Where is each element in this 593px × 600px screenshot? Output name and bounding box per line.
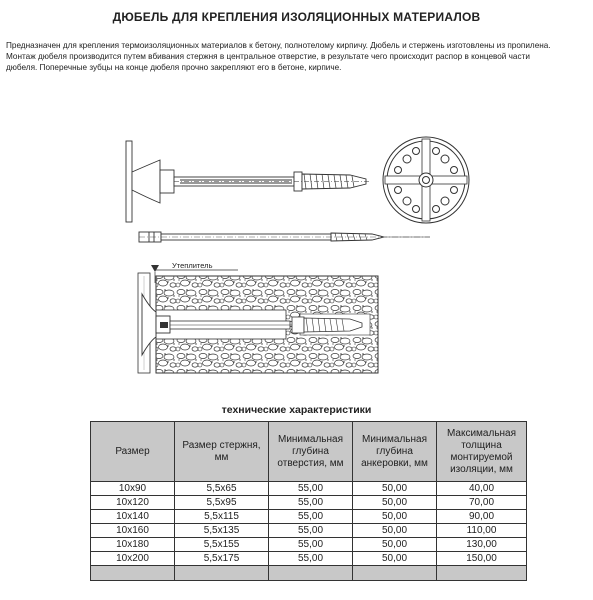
cell-rod-size: 5,5x95 bbox=[175, 496, 269, 510]
cell-size: 10x90 bbox=[91, 482, 175, 496]
cell-hole-depth: 55,00 bbox=[269, 524, 353, 538]
cell-rod-size: 5,5x135 bbox=[175, 524, 269, 538]
table-header-row bbox=[91, 422, 527, 482]
cell-rod-size: 5,5x65 bbox=[175, 482, 269, 496]
table-row bbox=[91, 552, 527, 566]
table-caption: технические характеристики bbox=[221, 404, 372, 416]
column-header-insulation-thickness: Максимальная толщина монтируемой изоляции, мм bbox=[437, 422, 527, 482]
column-header-hole-depth: Минимальная глубина отверстия, мм bbox=[269, 422, 353, 482]
dowel-head-top-view bbox=[383, 137, 469, 223]
cell-insulation-thickness: 150,00 bbox=[437, 552, 527, 566]
description-line: Монтаж дюбеля производится путем вбивания стержня в центральное отверстие, в результате чего происходит распор в концевой части bbox=[6, 52, 530, 61]
description-line: Предназначен для крепления термоизоляционных материалов к бетону, полнотелому кирпичу. Дюбель и стержень изготовлены из пропилена. bbox=[6, 41, 551, 50]
table-row bbox=[91, 524, 527, 538]
cell-anchor-depth: 50,00 bbox=[353, 538, 437, 552]
table-row bbox=[91, 496, 527, 510]
cell-hole-depth: 55,00 bbox=[269, 482, 353, 496]
cell-hole-depth: 55,00 bbox=[269, 510, 353, 524]
cell-hole-depth: 55,00 bbox=[269, 552, 353, 566]
installation-section bbox=[138, 261, 378, 373]
table-row bbox=[91, 482, 527, 496]
cell-anchor-depth: 50,00 bbox=[353, 482, 437, 496]
insulation-label: Утеплитель bbox=[172, 261, 213, 270]
cell-insulation-thickness: 40,00 bbox=[437, 482, 527, 496]
table-empty-row bbox=[91, 566, 527, 581]
column-header-size: Размер bbox=[91, 422, 175, 482]
cell-anchor-depth: 50,00 bbox=[353, 552, 437, 566]
cell-anchor-depth: 50,00 bbox=[353, 524, 437, 538]
column-header-rod-size: Размер стержня, мм bbox=[175, 422, 269, 482]
cell-hole-depth: 55,00 bbox=[269, 538, 353, 552]
cell-insulation-thickness: 130,00 bbox=[437, 538, 527, 552]
cell-insulation-thickness: 70,00 bbox=[437, 496, 527, 510]
specs-table bbox=[90, 421, 527, 581]
table-row bbox=[91, 510, 527, 524]
cell-insulation-thickness: 110,00 bbox=[437, 524, 527, 538]
table-row bbox=[91, 538, 527, 552]
cell-size: 10x180 bbox=[91, 538, 175, 552]
rod-side-view bbox=[139, 232, 430, 242]
description-line: дюбеля. Поперечные зубцы на конце дюбеля прочно закрепляют его в бетоне, кирпиче. bbox=[6, 63, 342, 72]
cell-rod-size: 5,5x175 bbox=[175, 552, 269, 566]
cell-rod-size: 5,5x155 bbox=[175, 538, 269, 552]
cell-size: 10x120 bbox=[91, 496, 175, 510]
cell-size: 10x200 bbox=[91, 552, 175, 566]
dowel-side-view bbox=[126, 141, 370, 222]
cell-insulation-thickness: 90,00 bbox=[437, 510, 527, 524]
cell-size: 10x160 bbox=[91, 524, 175, 538]
page-title: ДЮБЕЛЬ ДЛЯ КРЕПЛЕНИЯ ИЗОЛЯЦИОННЫХ МАТЕРИАЛОВ bbox=[112, 10, 481, 24]
cell-anchor-depth: 50,00 bbox=[353, 510, 437, 524]
cell-hole-depth: 55,00 bbox=[269, 496, 353, 510]
column-header-anchor-depth: Минимальная глубина анкеровки, мм bbox=[353, 422, 437, 482]
cell-rod-size: 5,5x115 bbox=[175, 510, 269, 524]
cell-anchor-depth: 50,00 bbox=[353, 496, 437, 510]
cell-size: 10x140 bbox=[91, 510, 175, 524]
